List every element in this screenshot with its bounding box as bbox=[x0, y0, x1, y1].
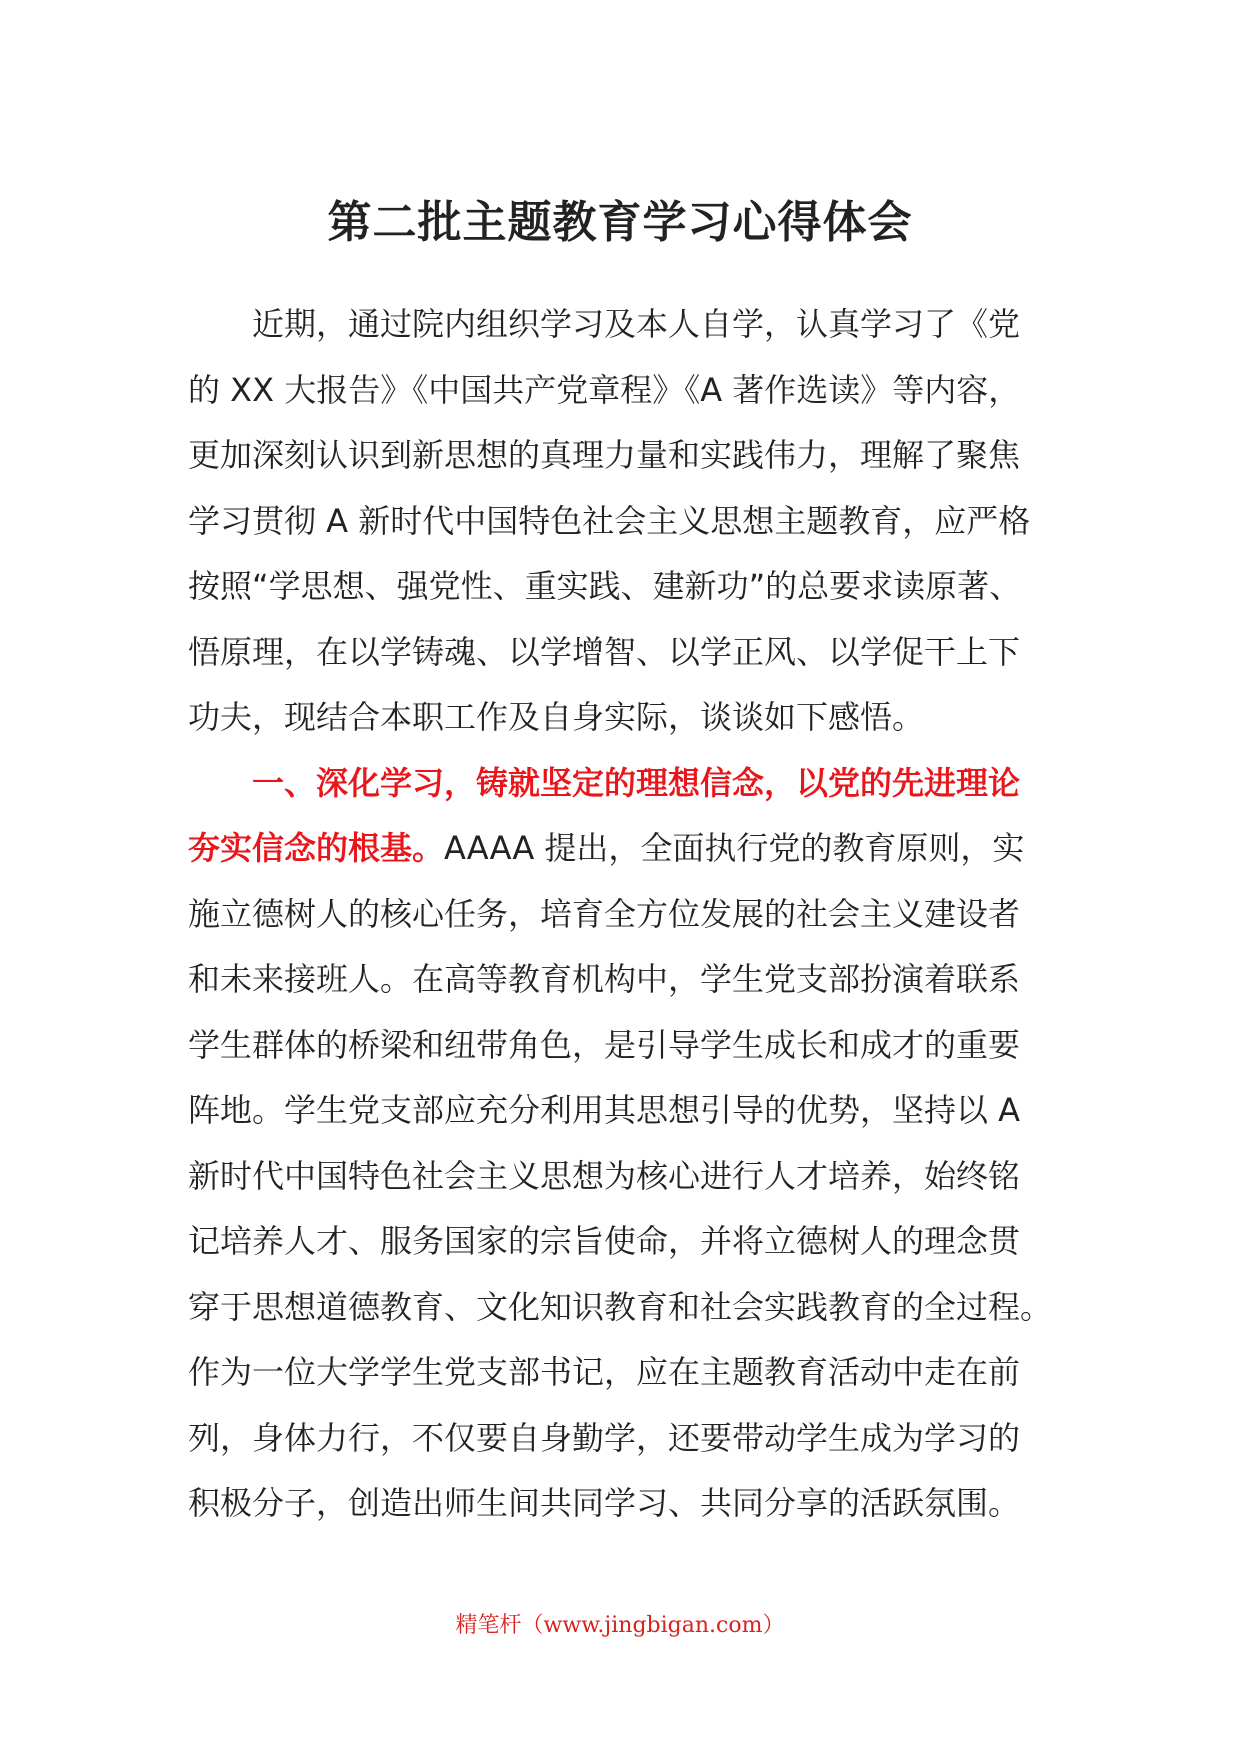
paragraph-line: 按照“学思想、强党性、重实践、建新功”的总要求读原著、 bbox=[188, 567, 1022, 605]
paragraph-line: 施立德树人的核心任务，培育全方位发展的社会主义建设者 bbox=[188, 894, 1021, 933]
paragraph-line: 和未来接班人。在高等教育机构中，学生党支部扮演着联系 bbox=[188, 960, 1021, 998]
section-heading-continued: 夯实信念的根基。 bbox=[188, 829, 445, 867]
paragraph-line: 近期，通过院内组织学习及本人自学，认真学习了《党 bbox=[252, 305, 1021, 343]
paragraph-line: 列，身体力行，不仅要自身勤学，还要带动学生成为学习的 bbox=[188, 1418, 1021, 1457]
document-title: 第二批主题教育学习心得体会 bbox=[327, 197, 913, 248]
paragraph-line: 学习贯彻 A 新时代中国特色社会主义思想主题教育，应严格 bbox=[188, 501, 1031, 540]
paragraph-line bbox=[188, 816, 1058, 882]
document-body bbox=[188, 292, 1058, 1537]
footer-watermark: 精笔杆（www.jingbigan.com） bbox=[455, 1613, 785, 1638]
paragraph-line: 阵地。学生党支部应充分利用其思想引导的优势，坚持以 A bbox=[188, 1091, 1021, 1129]
paragraph-line: 穿于思想道德教育、文化知识教育和社会实践教育的全过程。 bbox=[188, 1287, 1053, 1326]
paragraph-line: 更加深刻认识到新思想的真理力量和实践伟力，理解了聚焦 bbox=[188, 436, 1021, 474]
paragraph-text: AAAA 提出，全面执行党的教育原则，实 bbox=[444, 829, 1025, 867]
paragraph-line: 记培养人才、服务国家的宗旨使命，并将立德树人的理念贯 bbox=[188, 1222, 1021, 1260]
paragraph-line: 功夫，现结合本职工作及自身实际，谈谈如下感悟。 bbox=[188, 698, 925, 736]
paragraph-line: 新时代中国特色社会主义思想为核心进行人才培养，始终铭 bbox=[188, 1156, 1021, 1195]
paragraph-line: 作为一位大学学生党支部书记，应在主题教育活动中走在前 bbox=[188, 1353, 1021, 1391]
paragraph-line: 悟原理，在以学铸魂、以学增智、以学正风、以学促干上下 bbox=[188, 632, 1021, 671]
paragraph-line: 学生群体的桥梁和纽带角色，是引导学生成长和成才的重要 bbox=[188, 1025, 1021, 1064]
section-heading: 一、深化学习，铸就坚定的理想信念，以党的先进理论 bbox=[252, 763, 1021, 802]
paragraph-line: 的 XX 大报告》《中国共产党章程》《A 著作选读》等内容， bbox=[188, 370, 1021, 409]
paragraph-line: 积极分子，创造出师生间共同学习、共同分享的活跃氛围。 bbox=[188, 1484, 1021, 1522]
